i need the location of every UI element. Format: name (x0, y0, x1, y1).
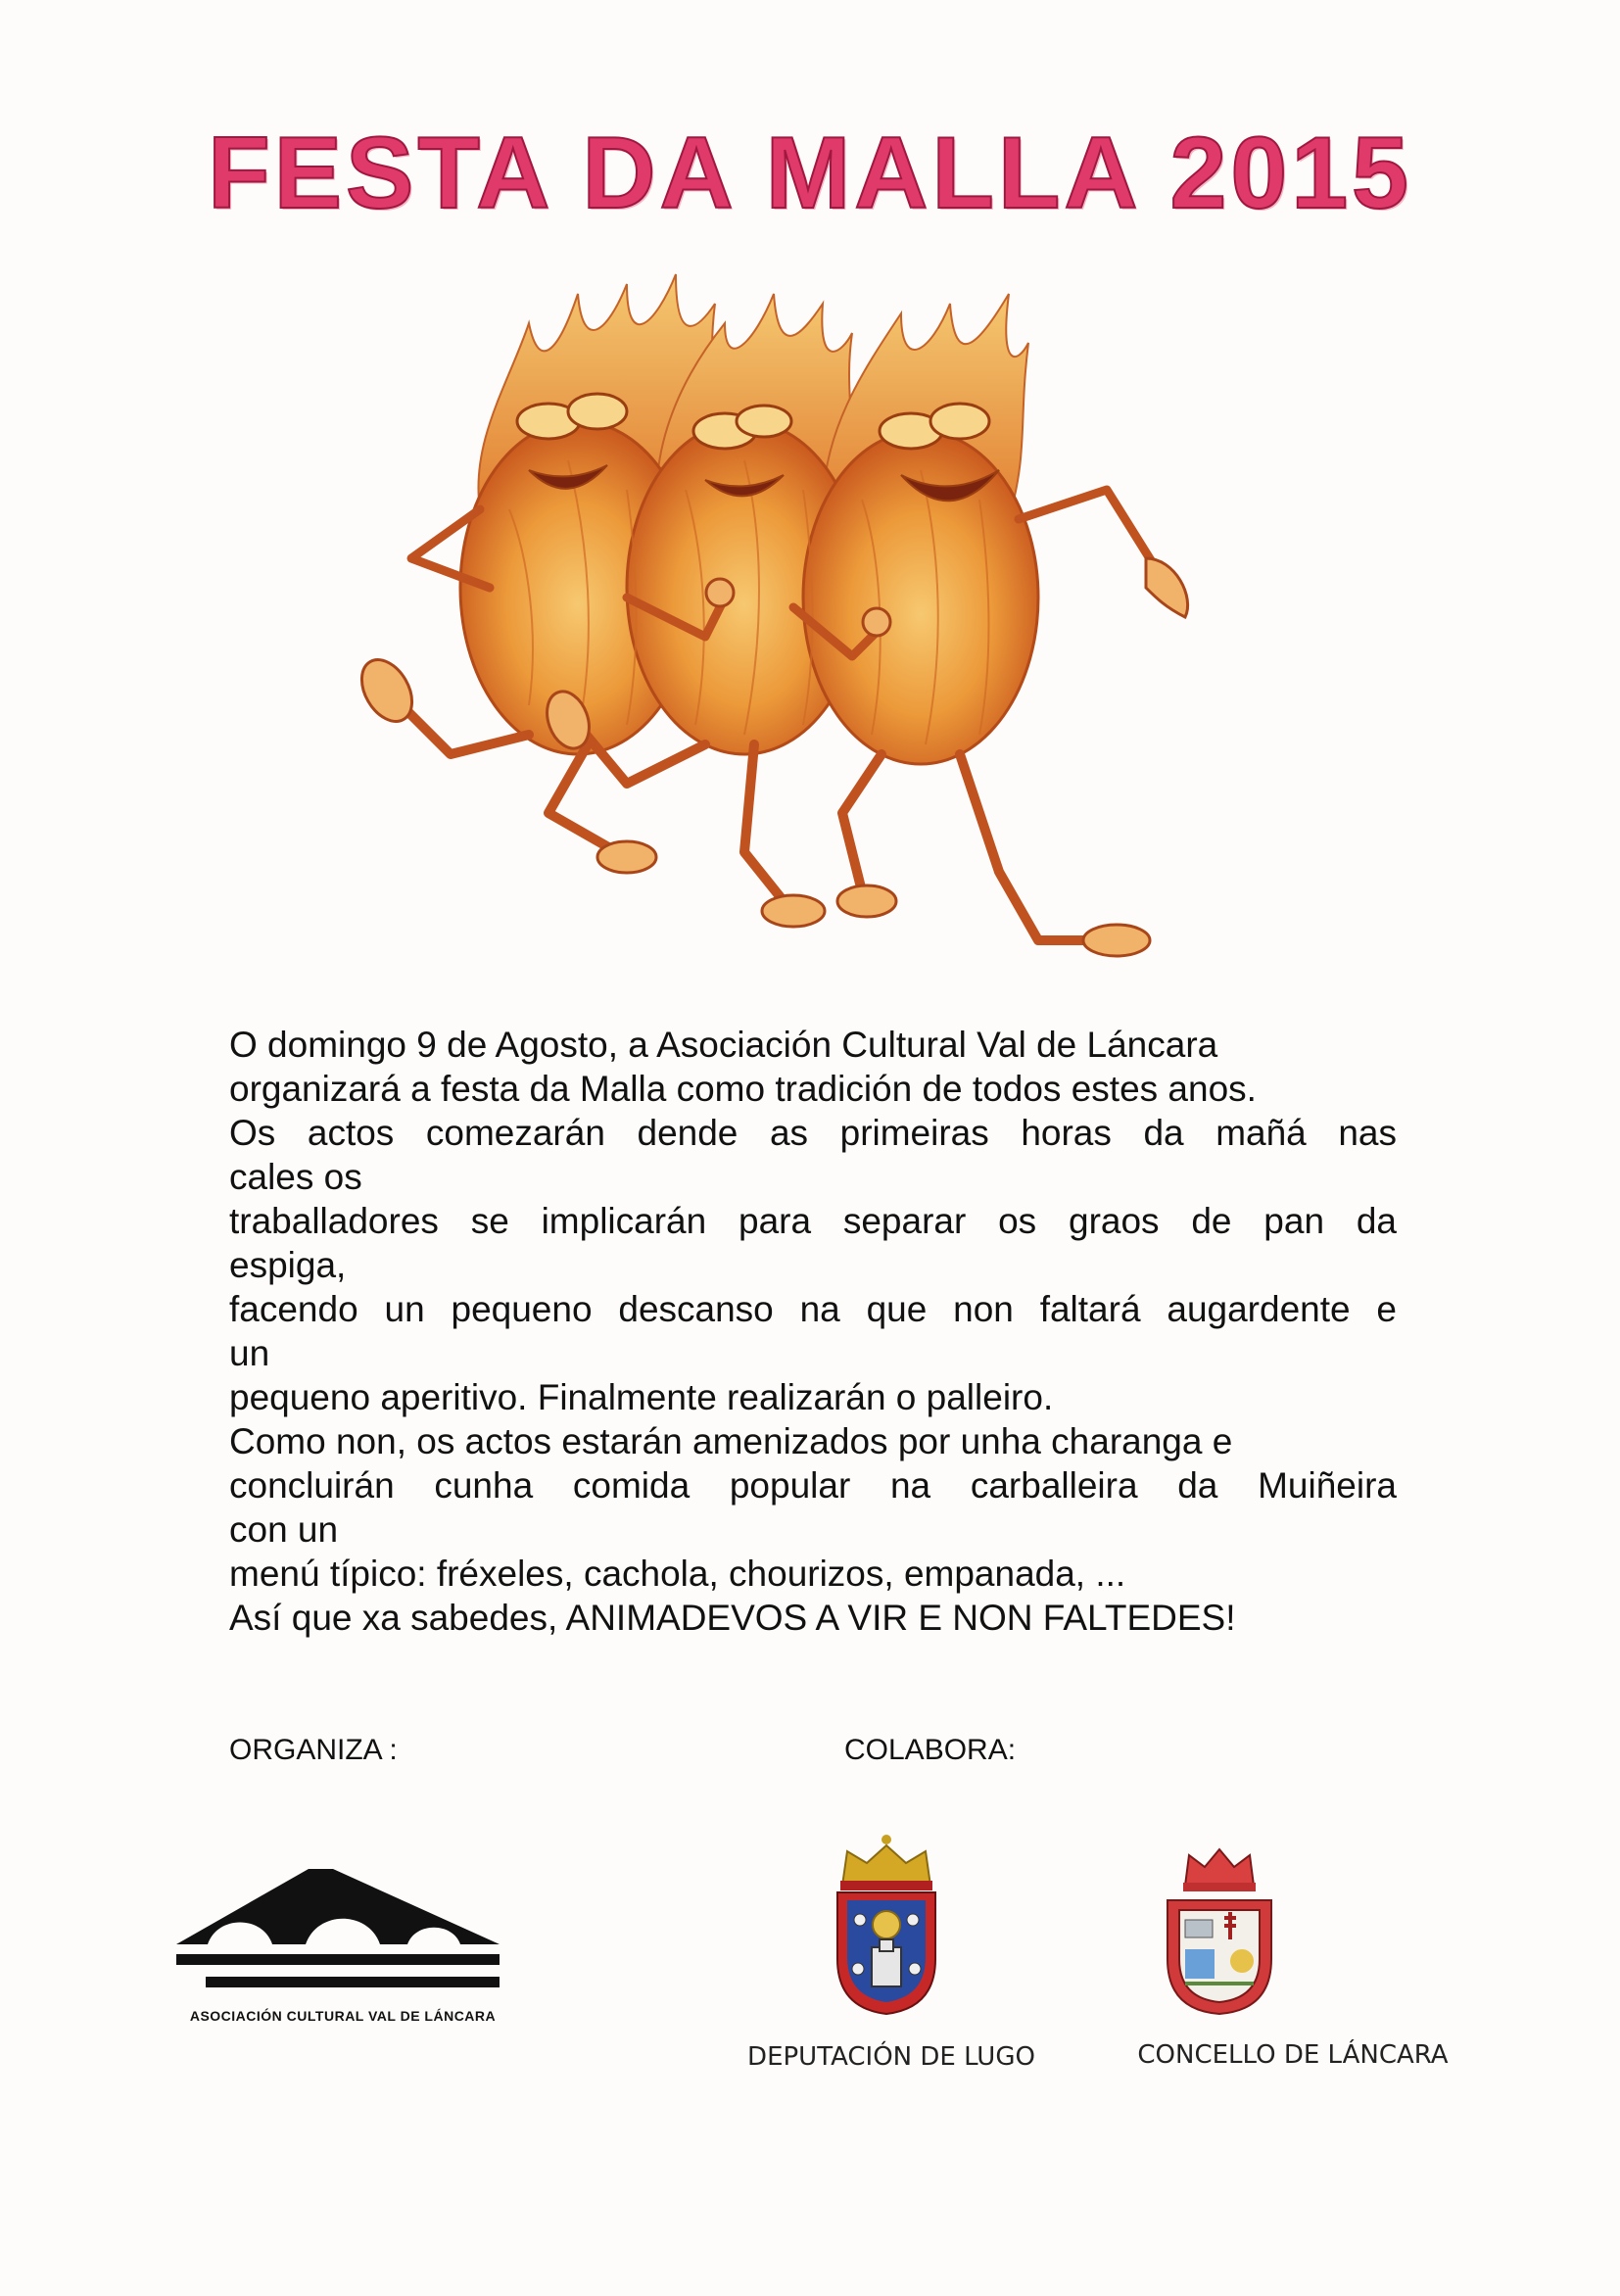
body-line: menú típico: fréxeles, cachola, chourizos, empanada, ... (229, 1554, 1126, 1594)
organizer-name: ASOCIACIÓN CULTURAL VAL DE LÁNCARA (189, 2008, 497, 2024)
body-line: Como non, os actos estarán amenizados por unha charanga e (229, 1421, 1233, 1461)
announcement-text (229, 1023, 1397, 1640)
body-line: espiga, (229, 1245, 347, 1285)
organiza-label: ORGANIZA : (229, 1734, 398, 1766)
poster-title: FESTA DA MALLA 2015 (208, 117, 1412, 230)
body-line: organizará a festa da Malla como tradición de todos estes anos. (229, 1069, 1257, 1109)
body-line: Así que xa sabedes, ANIMADEVOS A VIR E NON FALTEDES! (229, 1598, 1236, 1638)
body-line: un (229, 1333, 270, 1373)
body-line: O domingo 9 de Agosto, a Asociación Cultural Val de Láncara (229, 1025, 1218, 1065)
body-line: traballadores se implicarán para separar os graos de pan da (229, 1201, 1397, 1241)
lancara-crest-icon (1156, 1842, 1283, 2018)
body-line: facendo un pequeno descanso na que non faltará augardente e (229, 1289, 1397, 1329)
body-line: concluirán cunha comida popular na carballeira da Muiñeira (229, 1465, 1397, 1506)
colabora-label: COLABORA: (844, 1734, 1017, 1766)
collaborator-name: DEPUTACIÓN DE LUGO (747, 2042, 1035, 2072)
body-line: con un (229, 1509, 339, 1550)
body-line: Os actos comezarán dende as primeiras horas da mañá nas (229, 1113, 1397, 1153)
collaborator-name: CONCELLO DE LÁNCARA (1137, 2040, 1449, 2070)
lugo-crest-icon (823, 1832, 950, 2018)
body-line: pequeno aperitivo. Finalmente realizarán o palleiro. (229, 1377, 1054, 1417)
wheat-characters-illustration (333, 264, 1254, 989)
body-line: cales os (229, 1157, 362, 1197)
